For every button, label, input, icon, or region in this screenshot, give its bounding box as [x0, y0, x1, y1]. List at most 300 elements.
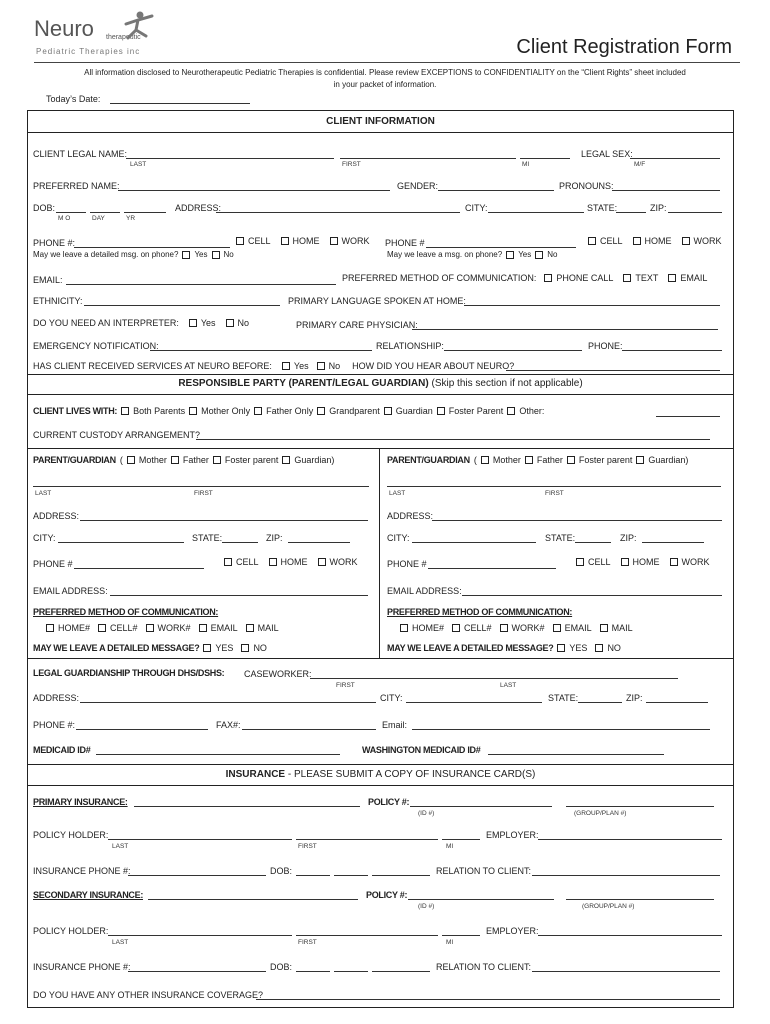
dhs-city-field[interactable] — [406, 702, 542, 703]
primary-group-field[interactable] — [566, 806, 714, 807]
primary-lang-field[interactable] — [464, 305, 720, 306]
dob1-month[interactable] — [296, 875, 330, 876]
dob-year[interactable] — [124, 212, 166, 213]
logo-tag: therapeutic — [106, 34, 141, 41]
pgl-state-field[interactable] — [222, 542, 258, 543]
pgl-name-field[interactable] — [33, 486, 369, 487]
legal-sex-field[interactable] — [630, 158, 720, 159]
dhs-address-label: ADDRESS: — [33, 693, 80, 703]
leave-yes-label: Yes — [194, 250, 208, 259]
pgr-comm-work-label: WORK# — [511, 623, 545, 633]
pgr-city-label: CITY: — [387, 533, 410, 543]
pgl-cell-label: CELL — [236, 557, 259, 567]
lives-with-label: CLIENT LIVES WITH: — [33, 406, 118, 416]
holder2-last[interactable] — [108, 935, 292, 936]
legal-sex-label: LEGAL SEX: — [581, 149, 633, 159]
yr-caption: YR — [126, 215, 136, 222]
legal-mi-field[interactable] — [520, 158, 570, 159]
resp-header-rule — [27, 394, 734, 395]
lives-opt-3-label: Grandparent — [329, 406, 380, 416]
pgr-home-label: HOME — [632, 557, 660, 567]
interpreter-row — [33, 318, 253, 328]
mf-caption: M/F — [634, 161, 646, 168]
cw-last-caption: LAST — [500, 682, 517, 689]
pgr-leave-row — [387, 643, 625, 653]
dob2-year[interactable] — [372, 971, 430, 972]
pg-divider — [379, 448, 380, 658]
lives-other-field[interactable] — [656, 416, 720, 417]
pg-right-title: PARENT/GUARDIAN — [387, 455, 470, 465]
holder1-first[interactable] — [296, 839, 438, 840]
leave2-no-label: No — [547, 250, 558, 259]
pgl-guardian-checkbox[interactable] — [282, 456, 290, 464]
home2-checkbox[interactable] — [633, 237, 641, 245]
pgr-foster-label: Foster parent — [578, 455, 633, 465]
secondary-ins-label: SECONDARY INSURANCE: — [33, 890, 144, 900]
text-checkbox[interactable] — [623, 274, 631, 282]
dob-month[interactable] — [56, 212, 86, 213]
pgl-leave-row — [33, 643, 271, 653]
received-no-label: No — [328, 361, 341, 371]
pronouns-field[interactable] — [612, 190, 720, 191]
pgl-phone-type — [224, 557, 362, 567]
relation1-field[interactable] — [532, 875, 720, 876]
phone2-label: PHONE # — [385, 238, 425, 248]
phone-type-options — [236, 236, 374, 246]
pgl-email-label: EMAIL ADDRESS: — [33, 586, 108, 596]
dhs-city-label: CITY: — [380, 693, 403, 703]
pgr-mother-checkbox[interactable] — [481, 456, 489, 464]
holder1-last-caption: LAST — [112, 843, 129, 850]
pgl-comm-email-label: EMAIL — [210, 623, 238, 633]
emergency-phone-field[interactable] — [622, 350, 722, 351]
leave-msg-row — [33, 250, 238, 259]
pgr-comm-work-checkbox[interactable] — [500, 624, 508, 632]
pgl-comm-cell-label: CELL# — [110, 623, 138, 633]
pgl-comm-options — [46, 623, 283, 633]
gender-label: GENDER: — [397, 181, 439, 191]
received-no-checkbox[interactable] — [317, 362, 325, 370]
home-checkbox[interactable] — [281, 237, 289, 245]
interp-yes-label: Yes — [200, 318, 216, 328]
pgr-city-field[interactable] — [412, 542, 536, 543]
employer2-field[interactable] — [538, 935, 722, 936]
pgr-mother-label: Mother — [492, 455, 521, 465]
pgl-home-checkbox[interactable] — [269, 558, 277, 566]
received-label: HAS CLIENT RECEIVED SERVICES AT NEURO BEFORE: — [33, 361, 272, 371]
leave-no-checkbox[interactable] — [212, 251, 220, 259]
email-label: EMAIL: — [33, 275, 63, 285]
emergency-field[interactable] — [150, 350, 372, 351]
pg-left-title: PARENT/GUARDIAN — [33, 455, 116, 465]
primary-ins-label: PRIMARY INSURANCE: — [33, 797, 128, 807]
holder2-first-caption: FIRST — [298, 939, 317, 946]
relation2-label: RELATION TO CLIENT: — [436, 962, 532, 972]
pgr-leave-label: MAY WE LEAVE A DETAILED MESSAGE? — [387, 643, 554, 653]
pgr-phone-field[interactable] — [428, 568, 556, 569]
pgl-father-label: Father — [182, 455, 209, 465]
primary-id-field[interactable] — [410, 806, 552, 807]
ins-top-rule — [27, 764, 734, 765]
medicaid-label: MEDICAID ID# — [33, 745, 91, 755]
wa-medicaid-label: WASHINGTON MEDICAID ID# — [362, 745, 481, 755]
pgl-comm-work-label: WORK# — [157, 623, 191, 633]
form-title: Client Registration Form — [516, 36, 732, 58]
emergency-phone-label: PHONE: — [588, 341, 623, 351]
pgr-work-label: WORK — [681, 557, 710, 567]
pgr-comm-email-checkbox[interactable] — [553, 624, 561, 632]
phone2-type-options — [588, 236, 726, 246]
work2-checkbox[interactable] — [682, 237, 690, 245]
lives-opt-4-label: Guardian — [395, 406, 433, 416]
primary-lang-label: PRIMARY LANGUAGE SPOKEN AT HOME: — [288, 296, 466, 306]
first-caption: FIRST — [342, 161, 361, 168]
holder2-first[interactable] — [296, 935, 438, 936]
pgl-foster-checkbox[interactable] — [213, 456, 221, 464]
holder1-label: POLICY HOLDER: — [33, 830, 109, 840]
pgl-work-checkbox[interactable] — [318, 558, 326, 566]
employer1-field[interactable] — [538, 839, 722, 840]
dhs-state-label: STATE: — [548, 693, 579, 703]
leave-msg-label: May we leave a detailed msg. on phone? — [33, 250, 179, 259]
received-yes-checkbox[interactable] — [282, 362, 290, 370]
pgl-phone-label: PHONE # — [33, 559, 73, 569]
holder1-mi-caption: MI — [446, 843, 454, 850]
leave2-yes-checkbox[interactable] — [506, 251, 514, 259]
phone-call-checkbox[interactable] — [544, 274, 552, 282]
lives-opt-2-label: Father Only — [266, 406, 314, 416]
secondary-ins-field[interactable] — [148, 899, 358, 900]
pgl-comm-home-label: HOME# — [58, 623, 91, 633]
pgr-zip-label: ZIP: — [620, 533, 637, 543]
pgr-email-field[interactable] — [462, 595, 722, 596]
pgl-work-label: WORK — [329, 557, 358, 567]
wa-medicaid-field[interactable] — [488, 754, 664, 755]
pgl-phone-field[interactable] — [74, 568, 204, 569]
pgr-cell-checkbox[interactable] — [576, 558, 584, 566]
dob1-day[interactable] — [334, 875, 368, 876]
relation2-field[interactable] — [532, 971, 720, 972]
email-field[interactable] — [66, 284, 336, 285]
home2-label: HOME — [644, 236, 672, 246]
address-label: ADDRESS: — [175, 203, 222, 213]
pgl-leave-label: MAY WE LEAVE A DETAILED MESSAGE? — [33, 643, 200, 653]
phone-label: PHONE #: — [33, 238, 76, 248]
secondary-group-field[interactable] — [566, 899, 714, 900]
pgl-address-label: ADDRESS: — [33, 511, 80, 521]
leave-yes-checkbox[interactable] — [182, 251, 190, 259]
logo-brand: Neuro — [34, 16, 94, 41]
dob2-month[interactable] — [296, 971, 330, 972]
pref-comm-row — [342, 273, 711, 283]
home-label: HOME — [292, 236, 320, 246]
pgl-state-label: STATE: — [192, 533, 223, 543]
lives-opt-0-checkbox[interactable] — [121, 407, 129, 415]
pgr-phone-type — [576, 557, 714, 567]
figure-icon — [116, 10, 160, 42]
pgr-pref-label: PREFERRED METHOD OF COMMUNICATION: — [387, 607, 573, 617]
leave2-yes-label: Yes — [518, 250, 532, 259]
dob1-label: DOB: — [270, 866, 293, 876]
title-rule — [34, 62, 740, 63]
pgr-leave-yes-checkbox[interactable] — [557, 644, 565, 652]
lives-opt-5-checkbox[interactable] — [437, 407, 445, 415]
received-yes-label: Yes — [293, 361, 309, 371]
pgr-father-label: Father — [536, 455, 563, 465]
pgr-comm-options — [400, 623, 637, 633]
pgr-cell-label: CELL — [588, 557, 611, 567]
pgr-foster-checkbox[interactable] — [567, 456, 575, 464]
email-opt-checkbox[interactable] — [668, 274, 676, 282]
secondary-id-field[interactable] — [408, 899, 554, 900]
ethnicity-field[interactable] — [84, 305, 280, 306]
dhs-phone-field[interactable] — [76, 729, 208, 730]
pgl-email-field[interactable] — [110, 595, 368, 596]
dhs-email-field[interactable] — [412, 729, 710, 730]
emergency-label: EMERGENCY NOTIFICATION: — [33, 341, 159, 351]
lives-opt-2-checkbox[interactable] — [254, 407, 262, 415]
cell-checkbox[interactable] — [236, 237, 244, 245]
pgr-comm-email-label: EMAIL — [564, 623, 592, 633]
pgr-comm-mail-checkbox[interactable] — [600, 624, 608, 632]
lives-opt-0-label: Both Parents — [133, 406, 186, 416]
pcp-field[interactable] — [412, 329, 718, 330]
day-caption: DAY — [92, 215, 105, 222]
pcp-label: PRIMARY CARE PHYSICIAN: — [296, 320, 418, 330]
dhs-email-label: Email: — [382, 720, 408, 730]
holder2-mi[interactable] — [442, 935, 480, 936]
dhs-zip-field[interactable] — [646, 702, 708, 703]
preferred-name-label: PREFERRED NAME: — [33, 181, 120, 191]
address-field[interactable] — [216, 212, 460, 213]
pgl-leave-yes-label: YES — [215, 643, 234, 653]
secondary-policy-label: POLICY #: — [366, 890, 408, 900]
pg-right-header: PARENT/GUARDIAN ( Mother Father Foster parent Guardian) — [387, 455, 689, 465]
pgr-work-checkbox[interactable] — [670, 558, 678, 566]
holder1-last[interactable] — [108, 839, 292, 840]
interp-no-label: No — [237, 318, 250, 328]
custody-field[interactable] — [196, 439, 710, 440]
dhs-state-field[interactable] — [578, 702, 622, 703]
pgr-comm-mail-label: MAIL — [611, 623, 633, 633]
pronouns-label: PRONOUNS: — [559, 181, 614, 191]
dob-label: DOB: — [33, 203, 56, 213]
dhs-address-field[interactable] — [80, 702, 376, 703]
text-label: TEXT — [635, 273, 659, 283]
legal-last-field[interactable] — [126, 158, 334, 159]
pgr-home-checkbox[interactable] — [621, 558, 629, 566]
pref-comm-label: PREFERRED METHOD OF COMMUNICATION: — [342, 273, 537, 283]
work-checkbox[interactable] — [330, 237, 338, 245]
dhs-title: LEGAL GUARDIANSHIP THROUGH DHS/DSHS: — [33, 668, 225, 678]
pgl-zip-field[interactable] — [288, 542, 350, 543]
ins-phone1-field[interactable] — [128, 875, 266, 876]
ethnicity-label: ETHNICITY: — [33, 296, 83, 306]
phone2-field[interactable] — [426, 247, 576, 248]
mo-caption: M O — [58, 215, 71, 222]
pgr-phone-label: PHONE # — [387, 559, 427, 569]
interpreter-label: DO YOU NEED AN INTERPRETER: — [33, 318, 179, 328]
pgl-comm-mail-checkbox[interactable] — [246, 624, 254, 632]
dhs-fax-label: FAX#: — [216, 720, 241, 730]
pgl-comm-cell-checkbox[interactable] — [98, 624, 106, 632]
pgl-last-caption: LAST — [35, 490, 52, 497]
preferred-name-field[interactable] — [118, 190, 390, 191]
holder1-first-caption: FIRST — [298, 843, 317, 850]
pgl-cell-checkbox[interactable] — [224, 558, 232, 566]
pgr-comm-home-checkbox[interactable] — [400, 624, 408, 632]
secondary-group-caption: (GROUP/PLAN #) — [582, 903, 635, 910]
pgl-leave-yes-checkbox[interactable] — [203, 644, 211, 652]
legal-first-field[interactable] — [340, 158, 516, 159]
cell2-checkbox[interactable] — [588, 237, 596, 245]
pgr-name-field[interactable] — [387, 486, 721, 487]
hear-field[interactable] — [506, 370, 720, 371]
cw-first-caption: FIRST — [336, 682, 355, 689]
lives-opt-1-label: Mother Only — [201, 406, 251, 416]
pgr-comm-home-label: HOME# — [412, 623, 445, 633]
medicaid-field[interactable] — [96, 754, 340, 755]
pgl-comm-mail-label: MAIL — [257, 623, 279, 633]
pgl-comm-email-checkbox[interactable] — [199, 624, 207, 632]
dhs-fax-field[interactable] — [242, 729, 376, 730]
zip-field[interactable] — [668, 212, 722, 213]
holder2-label: POLICY HOLDER: — [33, 926, 109, 936]
pgr-state-label: STATE: — [545, 533, 576, 543]
pgl-father-checkbox[interactable] — [171, 456, 179, 464]
pgl-foster-label: Foster parent — [224, 455, 279, 465]
pgl-guardian-label: Guardian) — [294, 455, 335, 465]
lives-opt-4-checkbox[interactable] — [384, 407, 392, 415]
hear-label: HOW DID YOU HEAR ABOUT NEURO? — [352, 361, 515, 371]
state-label: STATE: — [587, 203, 618, 213]
ins-section-header — [27, 769, 734, 780]
pgr-zip-field[interactable] — [642, 542, 704, 543]
dob1-year[interactable] — [372, 875, 430, 876]
dob-day[interactable] — [90, 212, 120, 213]
relationship-label: RELATIONSHIP: — [376, 341, 444, 351]
resp-header-title: RESPONSIBLE PARTY (PARENT/LEGAL GUARDIAN) — [178, 378, 429, 389]
pgr-address-label: ADDRESS: — [387, 511, 434, 521]
city-label: CITY: — [465, 203, 488, 213]
resp-skip-note: (Skip this section if not applicable) — [431, 378, 583, 389]
logo-sub: Pediatric Therapies inc — [36, 47, 141, 56]
pgr-guardian-label: Guardian) — [648, 455, 689, 465]
ins-phone2-field[interactable] — [128, 971, 266, 972]
holder1-mi[interactable] — [442, 839, 480, 840]
leave-no-label: No — [223, 250, 234, 259]
lives-with-row — [33, 406, 548, 416]
pgr-state-field[interactable] — [575, 542, 611, 543]
dhs-phone-label: PHONE #: — [33, 720, 76, 730]
pgr-comm-cell-checkbox[interactable] — [452, 624, 460, 632]
holder2-last-caption: LAST — [112, 939, 129, 946]
pgr-leave-no-label: NO — [607, 643, 621, 653]
interp-yes-checkbox[interactable] — [189, 319, 197, 327]
client-header-rule — [27, 132, 734, 133]
primary-id-caption: (ID #) — [418, 810, 435, 817]
pgl-mother-label: Mother — [138, 455, 167, 465]
pgr-address-field[interactable] — [432, 520, 722, 521]
lives-opt-1-checkbox[interactable] — [189, 407, 197, 415]
ins-header-title: INSURANCE — [225, 769, 286, 780]
logo — [34, 14, 164, 60]
pg-top-rule — [27, 448, 734, 449]
caseworker-label: CASEWORKER: — [244, 669, 312, 679]
gender-field[interactable] — [438, 190, 554, 191]
lives-opt-6-label: Other: — [519, 406, 545, 416]
leave-msg2-row — [387, 250, 561, 259]
other-ins-label: DO YOU HAVE ANY OTHER INSURANCE COVERAGE? — [33, 990, 264, 1000]
other-ins-field[interactable] — [256, 999, 720, 1000]
zip-label: ZIP: — [650, 203, 667, 213]
legal-name-label: CLIENT LEGAL NAME: — [33, 149, 128, 159]
phone-field[interactable] — [74, 247, 230, 248]
email-opt-label: EMAIL — [680, 273, 708, 283]
ins-phone1-label: INSURANCE PHONE #: — [33, 866, 131, 876]
pgl-leave-no-checkbox[interactable] — [241, 644, 249, 652]
ins-header-note: - PLEASE SUBMIT A COPY OF INSURANCE CARD(S) — [287, 769, 536, 780]
interp-no-checkbox[interactable] — [226, 319, 234, 327]
work2-label: WORK — [693, 236, 722, 246]
ins-phone2-label: INSURANCE PHONE #: — [33, 962, 131, 972]
state-field[interactable] — [616, 212, 646, 213]
lives-opt-6-checkbox[interactable] — [507, 407, 515, 415]
pgr-leave-no-checkbox[interactable] — [595, 644, 603, 652]
primary-group-caption: (GROUP/PLAN #) — [574, 810, 627, 817]
pgr-last-caption: LAST — [389, 490, 406, 497]
relationship-field[interactable] — [444, 350, 582, 351]
pgl-leave-no-label: NO — [253, 643, 267, 653]
caseworker-field[interactable] — [310, 678, 678, 679]
leave2-no-checkbox[interactable] — [535, 251, 543, 259]
lives-opt-5-label: Foster Parent — [448, 406, 504, 416]
pgr-first-caption: FIRST — [545, 490, 564, 497]
pgl-city-label: CITY: — [33, 533, 56, 543]
pgr-father-checkbox[interactable] — [525, 456, 533, 464]
dhs-zip-label: ZIP: — [626, 693, 643, 703]
pgl-pref-label: PREFERRED METHOD OF COMMUNICATION: — [33, 607, 219, 617]
secondary-id-caption: (ID #) — [418, 903, 435, 910]
pgl-comm-home-checkbox[interactable] — [46, 624, 54, 632]
custody-label: CURRENT CUSTODY ARRANGEMENT? — [33, 430, 201, 440]
intro-line-2: in your packet of information. — [333, 80, 437, 89]
pgl-zip-label: ZIP: — [266, 533, 283, 543]
dhs-top-rule — [27, 658, 734, 659]
lives-opt-3-checkbox[interactable] — [317, 407, 325, 415]
todays-date-label: Today’s Date: — [46, 94, 101, 104]
todays-date-field[interactable] — [110, 103, 250, 104]
received-row — [33, 361, 518, 371]
primary-ins-field[interactable] — [134, 806, 360, 807]
dob2-day[interactable] — [334, 971, 368, 972]
pgr-comm-cell-label: CELL# — [464, 623, 492, 633]
phone-call-label: PHONE CALL — [556, 273, 614, 283]
pgl-comm-work-checkbox[interactable] — [146, 624, 154, 632]
dob2-label: DOB: — [270, 962, 293, 972]
pgl-city-field[interactable] — [58, 542, 184, 543]
employer2-label: EMPLOYER: — [486, 926, 539, 936]
pgl-address-field[interactable] — [80, 520, 368, 521]
cell-label: CELL — [248, 236, 271, 246]
resp-section-header — [27, 378, 734, 389]
pgr-guardian-checkbox[interactable] — [636, 456, 644, 464]
ins-header-rule — [27, 785, 734, 786]
pgl-mother-checkbox[interactable] — [127, 456, 135, 464]
city-field[interactable] — [488, 212, 584, 213]
pgr-leave-yes-label: YES — [569, 643, 588, 653]
pgl-first-caption: FIRST — [194, 490, 213, 497]
